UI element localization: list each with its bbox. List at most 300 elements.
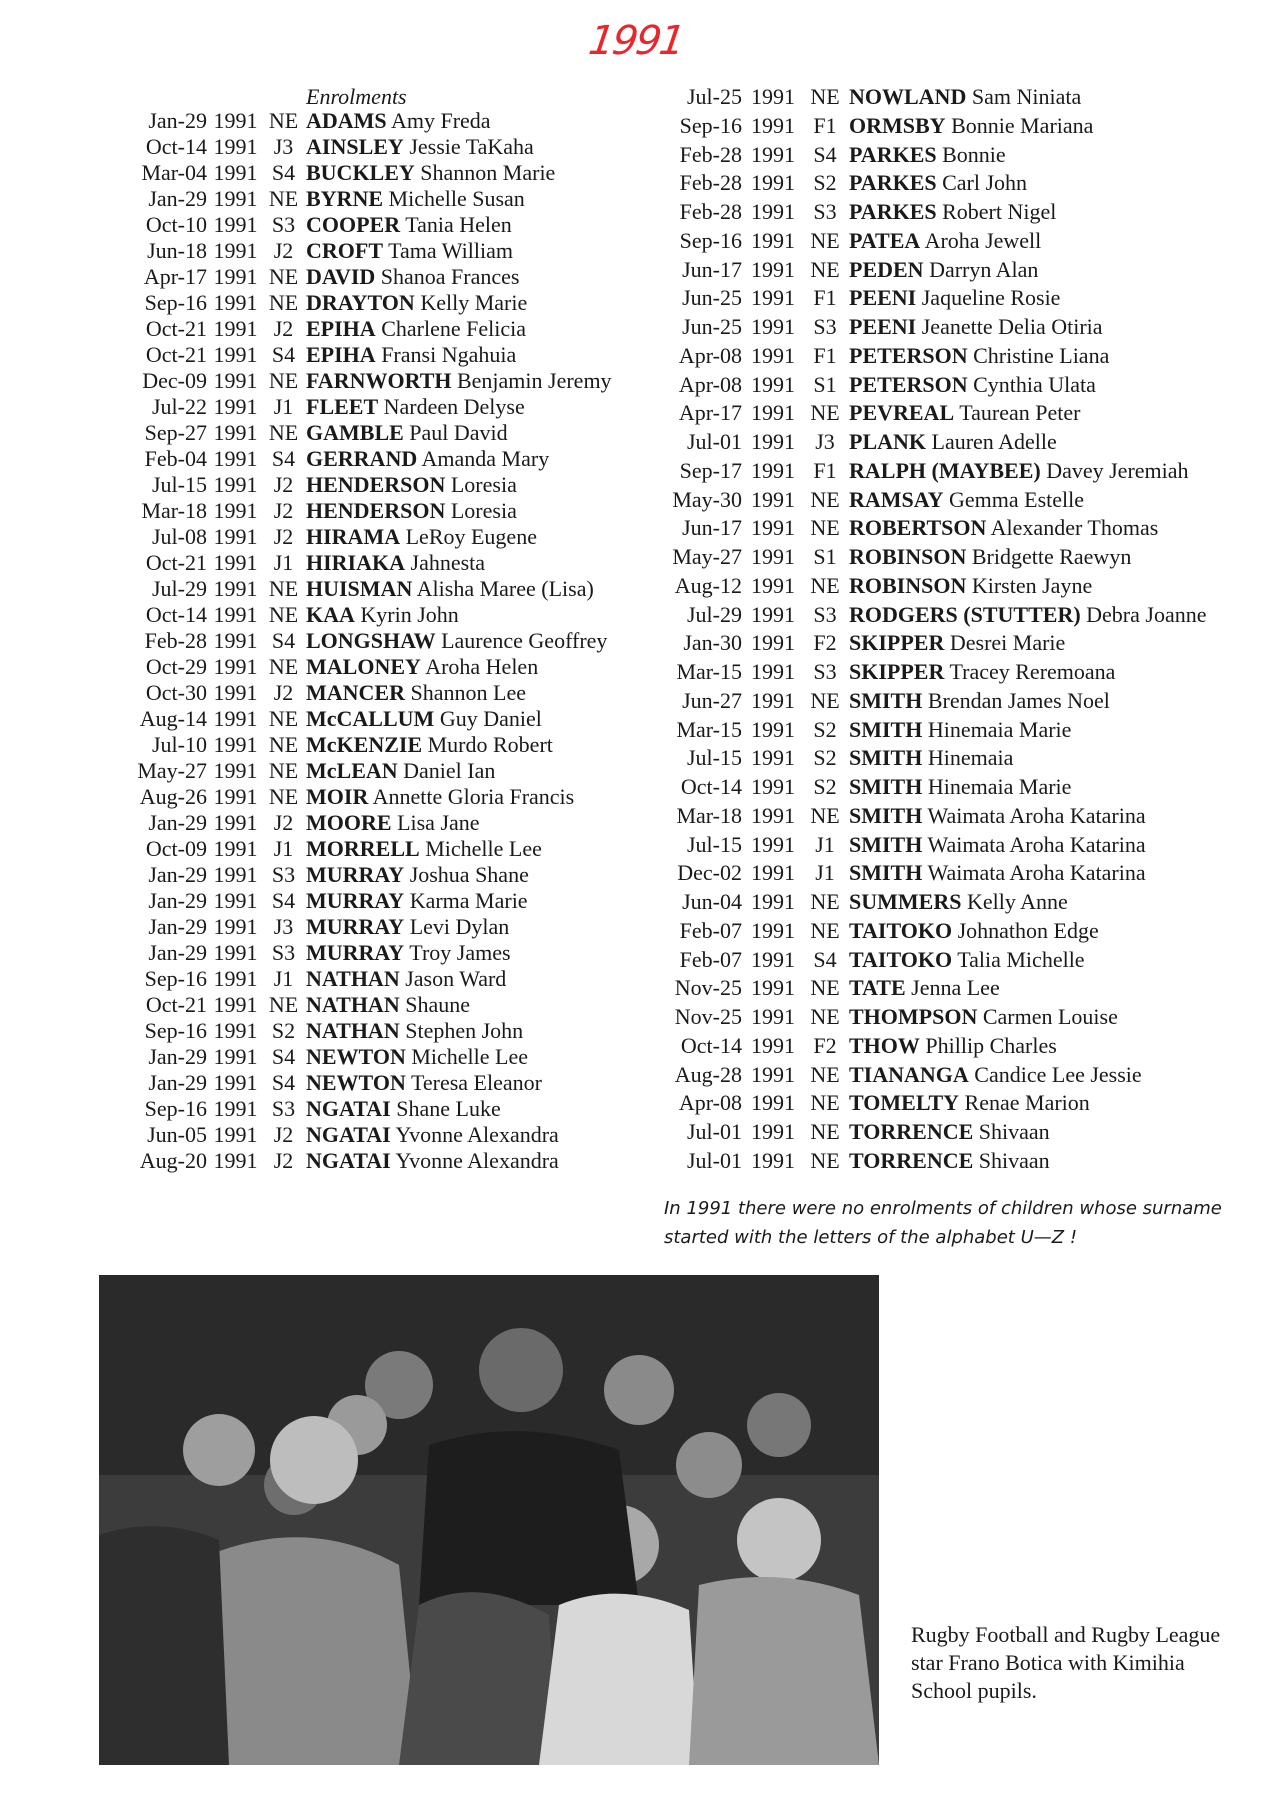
pupil-surname: MURRAY [306, 940, 405, 965]
enrolment-class: J2 [273, 1122, 294, 1147]
pupil-given-names: Johnathon Edge [957, 917, 1099, 943]
pupil-surname: SMITH [849, 716, 923, 742]
pupil-name [846, 428, 1057, 457]
pupil-surname: MOORE [306, 810, 392, 835]
pupil-name [303, 420, 508, 446]
pupil-given-names: Darryn Alan [929, 256, 1039, 282]
pupil-surname: THOMPSON [849, 1004, 978, 1029]
pupil-name [846, 1147, 1050, 1176]
pupil-name [303, 134, 534, 160]
enrolment-class: S4 [271, 342, 296, 367]
pupil-name [303, 784, 574, 810]
pupil-given-names: Shanoa Frances [380, 264, 520, 289]
enrolment-class: NE [810, 687, 840, 713]
enrolment-year: 1991 [213, 1070, 258, 1095]
enrolment-class: NE [268, 186, 299, 211]
enrolment-class: S4 [271, 1070, 296, 1095]
pupil-given-names: Laurence Geoffrey [441, 628, 608, 653]
pupil-given-names: Guy Daniel [439, 706, 542, 731]
pupil-given-names: Tracey Reremoana [949, 659, 1116, 684]
enrolment-date: Aug-28 [674, 1061, 742, 1087]
enrolment-date: Jun-25 [682, 285, 742, 311]
enrolment-row [658, 514, 1207, 543]
pupil-given-names: Talia Michelle [957, 946, 1085, 972]
pupil-surname: COOPER [306, 212, 401, 237]
pupil-given-names: Hinemaia [927, 745, 1014, 771]
enrolment-class: S4 [271, 160, 296, 185]
enrolment-row [658, 687, 1207, 716]
pupil-surname: RAMSAY [849, 486, 944, 512]
pupil-given-names: Bonnie Mariana [951, 112, 1094, 138]
pupil-name [303, 368, 612, 394]
enrolment-row [118, 238, 612, 264]
enrolment-year: 1991 [213, 524, 258, 549]
pupil-surname: PARKES [849, 170, 937, 196]
pupil-given-names: Michelle Lee [425, 836, 542, 861]
pupil-name [303, 966, 506, 992]
enrolment-row [658, 859, 1207, 888]
pupil-name [846, 284, 1060, 313]
pupil-given-names: Alexander Thomas [990, 515, 1159, 541]
pupil-given-names: Hinemaia Marie [927, 716, 1072, 742]
enrolment-year: 1991 [213, 316, 258, 341]
pupil-surname: THOW [849, 1032, 920, 1058]
pupil-given-names: Kyrin John [360, 602, 459, 627]
pupil-surname: PEENI [849, 285, 917, 311]
enrolment-date: Nov-25 [674, 1004, 742, 1029]
enrolment-year: 1991 [751, 860, 795, 886]
enrolment-year: 1991 [751, 975, 795, 1001]
pupil-given-names: Levi Dylan [409, 914, 510, 939]
enrolment-date: Sep-16 [679, 227, 742, 253]
pupil-given-names: Yvonne Alexandra [395, 1148, 559, 1173]
enrolment-date: Jan-29 [148, 1070, 207, 1095]
enrolment-year: 1991 [213, 914, 258, 939]
pupil-surname: DAVID [306, 264, 376, 289]
pupil-surname: NATHAN [306, 992, 400, 1017]
enrolment-date: Apr-08 [678, 1090, 742, 1116]
pupil-surname: MURRAY [306, 888, 405, 913]
enrolment-year: 1991 [751, 1032, 795, 1058]
enrolment-date: Feb-28 [679, 199, 742, 224]
enrolment-list-left [118, 108, 612, 1174]
enrolment-year: 1991 [751, 917, 795, 943]
pupil-surname: ROBERTSON [849, 515, 987, 541]
enrolment-date: Sep-16 [679, 112, 742, 138]
enrolment-row [118, 160, 612, 186]
pupil-name [846, 658, 1115, 687]
pupil-surname: HIRAMA [306, 524, 401, 549]
enrolment-row [118, 992, 612, 1018]
enrolment-class: F1 [813, 112, 837, 138]
pupil-given-names: Renae Marion [964, 1090, 1090, 1116]
enrolment-row [118, 1096, 612, 1122]
pupil-surname: TORRENCE [849, 1147, 974, 1173]
enrolment-class: S3 [271, 940, 296, 965]
pupil-given-names: Bonnie [942, 141, 1006, 167]
enrolment-date: Jan-30 [683, 630, 742, 656]
enrolment-year: 1991 [751, 630, 795, 656]
pupil-name [303, 1044, 528, 1070]
enrolment-row [118, 524, 612, 550]
pupil-surname: MANCER [306, 680, 405, 705]
enrolment-row [658, 716, 1207, 745]
enrolment-date: Oct-21 [145, 550, 207, 575]
enrolment-year: 1991 [213, 1044, 258, 1069]
pupil-given-names: Phillip Charles [925, 1032, 1057, 1058]
pupil-surname: SMITH [849, 802, 923, 828]
enrolment-year: 1991 [213, 1096, 258, 1121]
enrolment-row [118, 732, 612, 758]
pupil-given-names: Kelly Anne [966, 889, 1068, 914]
enrolment-class: J1 [815, 831, 835, 857]
enrolment-date: Oct-21 [145, 316, 207, 341]
enrolment-row [118, 1018, 612, 1044]
enrolment-class: NE [810, 889, 840, 914]
enrolment-date: Jan-29 [148, 888, 207, 913]
enrolment-date: Feb-07 [679, 917, 742, 943]
pupil-name [846, 486, 1084, 515]
enrolment-date: Dec-09 [142, 368, 207, 393]
enrolment-year: 1991 [751, 572, 795, 598]
pupil-surname: NOWLAND [849, 84, 967, 109]
pupil-name [303, 498, 517, 524]
enrolment-class: J1 [273, 966, 294, 991]
enrolment-row [118, 316, 612, 342]
pupil-name [303, 160, 555, 186]
enrolment-date: Jan-29 [148, 1044, 207, 1069]
enrolment-class: J2 [273, 238, 294, 263]
pupil-name [846, 974, 1000, 1003]
enrolment-class: S2 [813, 774, 837, 799]
enrolment-class: J3 [273, 914, 294, 939]
enrolment-year: 1991 [213, 134, 258, 159]
enrolment-date: Apr-17 [678, 400, 742, 426]
enrolment-row [118, 966, 612, 992]
pupil-surname: PETERSON [849, 371, 968, 397]
enrolment-row [658, 601, 1207, 630]
enrolment-class: S3 [813, 659, 837, 684]
enrolment-year: 1991 [213, 706, 258, 731]
pupil-given-names: Loresia [450, 498, 517, 523]
pupil-surname: SMITH [849, 745, 923, 771]
enrolment-year: 1991 [213, 368, 258, 393]
enrolment-year: 1991 [751, 659, 795, 684]
enrolment-row [658, 198, 1207, 227]
pupil-given-names: Fransi Ngahuia [381, 342, 517, 367]
enrolment-row [118, 446, 612, 472]
enrolment-class: S4 [271, 888, 296, 913]
pupil-surname: LONGSHAW [306, 628, 436, 653]
pupil-surname: HUISMAN [306, 576, 413, 601]
pupil-given-names: Gemma Estelle [949, 486, 1085, 512]
pupil-name [303, 810, 480, 836]
pupil-given-names: Joshua Shane [409, 862, 529, 887]
pupil-given-names: Shane Luke [396, 1096, 501, 1121]
enrolment-date: Apr-08 [678, 342, 742, 368]
enrolment-date: Jan-29 [148, 108, 207, 133]
pupil-surname: ROBINSON [849, 572, 967, 598]
enrolment-class: NE [268, 602, 299, 627]
enrolment-row [118, 914, 612, 940]
enrolment-year: 1991 [751, 227, 795, 253]
enrolment-row [658, 112, 1207, 141]
pupil-name [846, 773, 1071, 802]
enrolment-row [118, 550, 612, 576]
enrolment-year: 1991 [751, 84, 795, 109]
enrolment-date: Jul-15 [687, 745, 742, 771]
enrolment-class: J2 [273, 810, 294, 835]
pupil-given-names: Davey Jeremiah [1046, 457, 1189, 483]
pupil-surname: AINSLEY [306, 134, 404, 159]
enrolment-date: Apr-17 [143, 264, 207, 289]
enrolment-date: Mar-15 [676, 716, 742, 742]
enrolment-row [118, 654, 612, 680]
pupil-surname: DRAYTON [306, 290, 415, 315]
enrolment-date: Oct-14 [145, 134, 207, 159]
enrolment-year: 1991 [751, 716, 795, 742]
pupil-given-names: Michelle Lee [411, 1044, 529, 1069]
enrolment-class: F1 [813, 457, 837, 483]
enrolment-class: NE [268, 784, 299, 809]
pupil-given-names: Cynthia Ulata [973, 371, 1096, 397]
pupil-name [303, 212, 512, 238]
enrolment-year: 1991 [213, 186, 258, 211]
enrolment-row [118, 290, 612, 316]
enrolment-class: NE [810, 486, 840, 512]
pupil-given-names: Christine Liana [973, 342, 1110, 368]
pupil-name [303, 186, 525, 212]
pupil-given-names: Teresa Eleanor [410, 1070, 542, 1095]
enrolment-row [118, 1148, 612, 1174]
enrolment-row [658, 974, 1207, 1003]
pupil-surname: FLEET [306, 394, 379, 419]
enrolment-year: 1991 [751, 486, 795, 512]
pupil-given-names: Robert Nigel [942, 199, 1057, 224]
enrolment-date: Nov-25 [674, 975, 742, 1001]
pupil-given-names: Shaune [405, 992, 470, 1017]
pupil-name [846, 601, 1207, 630]
pupil-name [846, 1061, 1142, 1090]
pupil-surname: EPIHA [306, 316, 376, 341]
enrolment-year: 1991 [213, 212, 258, 237]
pupil-given-names: Waimata Aroha Katarina [927, 860, 1146, 886]
pupil-name [846, 888, 1068, 917]
pupil-name [846, 83, 1081, 112]
pupil-name [303, 394, 525, 420]
enrolment-date: Jun-18 [147, 238, 207, 263]
enrolment-class: NE [810, 515, 840, 541]
enrolment-year: 1991 [751, 1004, 795, 1029]
enrolment-row [118, 602, 612, 628]
enrolment-year: 1991 [751, 745, 795, 771]
enrolment-row [118, 836, 612, 862]
pupil-name [846, 629, 1065, 658]
pupil-surname: SUMMERS [849, 889, 962, 914]
enrolment-date: Mar-18 [141, 498, 207, 523]
enrolment-year: 1991 [213, 342, 258, 367]
enrolment-class: F2 [813, 630, 837, 656]
enrolment-year: 1991 [213, 862, 258, 887]
pupil-name [303, 1070, 542, 1096]
pupil-given-names: Shannon Marie [420, 160, 556, 185]
pupil-given-names: Jaqueline Rosie [921, 285, 1061, 311]
pupil-given-names: Carl John [942, 170, 1028, 196]
enrolment-year: 1991 [213, 836, 258, 861]
enrolment-class: F1 [813, 342, 837, 368]
enrolment-date: Oct-14 [680, 1032, 742, 1058]
pupil-surname: MURRAY [306, 914, 405, 939]
pupil-given-names: Waimata Aroha Katarina [927, 831, 1146, 857]
enrolment-row [658, 169, 1207, 198]
pupil-name [303, 446, 549, 472]
enrolment-row [118, 212, 612, 238]
enrolment-year: 1991 [751, 831, 795, 857]
enrolment-class: NE [268, 706, 299, 731]
pupil-name [846, 946, 1085, 975]
pupil-given-names: Aroha Jewell [924, 227, 1042, 253]
enrolment-class: NE [810, 400, 840, 426]
enrolment-year: 1991 [751, 601, 795, 627]
enrolment-row [658, 284, 1207, 313]
enrolment-row [118, 680, 612, 706]
enrolment-date: Jul-08 [152, 524, 207, 549]
pupil-surname: PEENI [849, 314, 917, 339]
pupil-name [303, 628, 607, 654]
enrolment-year: 1991 [751, 1090, 795, 1116]
pupil-surname: MURRAY [306, 862, 405, 887]
pupil-given-names: Jason Ward [405, 966, 507, 991]
enrolment-row [118, 888, 612, 914]
enrolment-year: 1991 [751, 199, 795, 224]
pupil-name [303, 758, 495, 784]
pupil-given-names: LeRoy Eugene [405, 524, 537, 549]
pupil-name [303, 108, 491, 134]
enrolment-class: S4 [271, 446, 296, 471]
enrolment-class: NE [268, 420, 299, 445]
enrolment-class: J2 [273, 680, 294, 705]
enrolment-date: Oct-29 [145, 654, 207, 679]
enrolment-year: 1991 [751, 889, 795, 914]
pupil-name [846, 802, 1146, 831]
enrolment-row [658, 313, 1207, 342]
enrolment-class: NE [810, 975, 840, 1001]
pupil-given-names: Charlene Felicia [381, 316, 526, 341]
pupil-given-names: Aroha Helen [425, 654, 539, 679]
enrolment-year: 1991 [213, 940, 258, 965]
pupil-given-names: Kirsten Jayne [971, 572, 1093, 598]
enrolment-row [658, 773, 1207, 802]
enrolment-date: Jul-29 [687, 601, 742, 627]
pupil-surname: McKENZIE [306, 732, 423, 757]
enrolment-class: S3 [271, 1096, 296, 1121]
pupil-name [303, 862, 529, 888]
enrolment-year: 1991 [213, 1148, 258, 1173]
enrolment-date: Oct-09 [145, 836, 207, 861]
pupil-surname: TAITOKO [849, 917, 953, 943]
enrolment-year: 1991 [213, 888, 258, 913]
enrolment-year: 1991 [751, 400, 795, 426]
enrolment-date: Jan-29 [148, 914, 207, 939]
pupil-given-names: Jessie TaKaha [409, 134, 534, 159]
pupil-surname: TORRENCE [849, 1119, 974, 1144]
enrolment-class: NE [268, 576, 299, 601]
pupil-name [846, 1118, 1050, 1147]
enrolment-class: S3 [813, 601, 837, 627]
enrolment-row [658, 1118, 1207, 1147]
enrolment-year: 1991 [751, 1061, 795, 1087]
enrolment-date: May-27 [137, 758, 207, 783]
enrolment-year: 1991 [751, 285, 795, 311]
pupil-name [303, 940, 511, 966]
pupil-name [846, 514, 1158, 543]
pupil-surname: NATHAN [306, 1018, 400, 1043]
pupil-surname: TOMELTY [849, 1090, 960, 1116]
enrolment-class: NE [268, 290, 299, 315]
enrolment-class: J1 [273, 836, 294, 861]
enrolment-row [118, 1044, 612, 1070]
pupil-name [846, 543, 1131, 572]
enrolment-year: 1991 [751, 1119, 795, 1144]
enrolment-row [658, 917, 1207, 946]
enrolment-row [118, 1070, 612, 1096]
pupil-given-names: Paul David [409, 420, 508, 445]
enrolment-date: Apr-08 [678, 371, 742, 397]
enrolment-row [658, 256, 1207, 285]
pupil-given-names: Daniel Ian [403, 758, 496, 783]
enrolment-year: 1991 [213, 550, 258, 575]
pupil-surname: SKIPPER [849, 630, 945, 656]
pupil-name [303, 836, 542, 862]
pupil-name [846, 342, 1109, 371]
pupil-given-names: Loresia [450, 472, 517, 497]
enrolment-class: NE [268, 264, 299, 289]
enrolment-row [658, 227, 1207, 256]
enrolment-row [658, 888, 1207, 917]
pupil-name [846, 141, 1006, 170]
enrolment-row [118, 472, 612, 498]
enrolment-date: Aug-12 [674, 572, 742, 598]
enrolment-class: J3 [273, 134, 294, 159]
enrolment-date: Feb-07 [679, 946, 742, 972]
pupil-name [303, 888, 528, 914]
group-photo-image [99, 1275, 879, 1765]
pupil-name [846, 371, 1096, 400]
enrolment-row [118, 628, 612, 654]
enrolment-date: Jul-29 [152, 576, 207, 601]
enrolment-row [118, 342, 612, 368]
pupil-name [846, 457, 1189, 486]
pupil-surname: MALONEY [306, 654, 421, 679]
enrolment-date: Jul-15 [687, 831, 742, 857]
pupil-surname: McLEAN [306, 758, 398, 783]
pupil-given-names: Jahnesta [410, 550, 486, 575]
enrolment-class: S2 [271, 1018, 296, 1043]
enrolment-row [658, 744, 1207, 773]
enrolment-year: 1991 [213, 420, 258, 445]
pupil-name [303, 1148, 559, 1174]
enrolment-class: S4 [271, 1044, 296, 1069]
pupil-surname: HENDERSON [306, 472, 446, 497]
enrolment-date: Mar-18 [676, 802, 742, 828]
pupil-name [846, 572, 1092, 601]
pupil-given-names: Troy James [409, 940, 511, 965]
enrolment-row [118, 420, 612, 446]
enrolment-date: Mar-15 [676, 659, 742, 684]
pupil-name [303, 654, 538, 680]
pupil-given-names: Waimata Aroha Katarina [927, 802, 1146, 828]
pupil-name [303, 732, 553, 758]
